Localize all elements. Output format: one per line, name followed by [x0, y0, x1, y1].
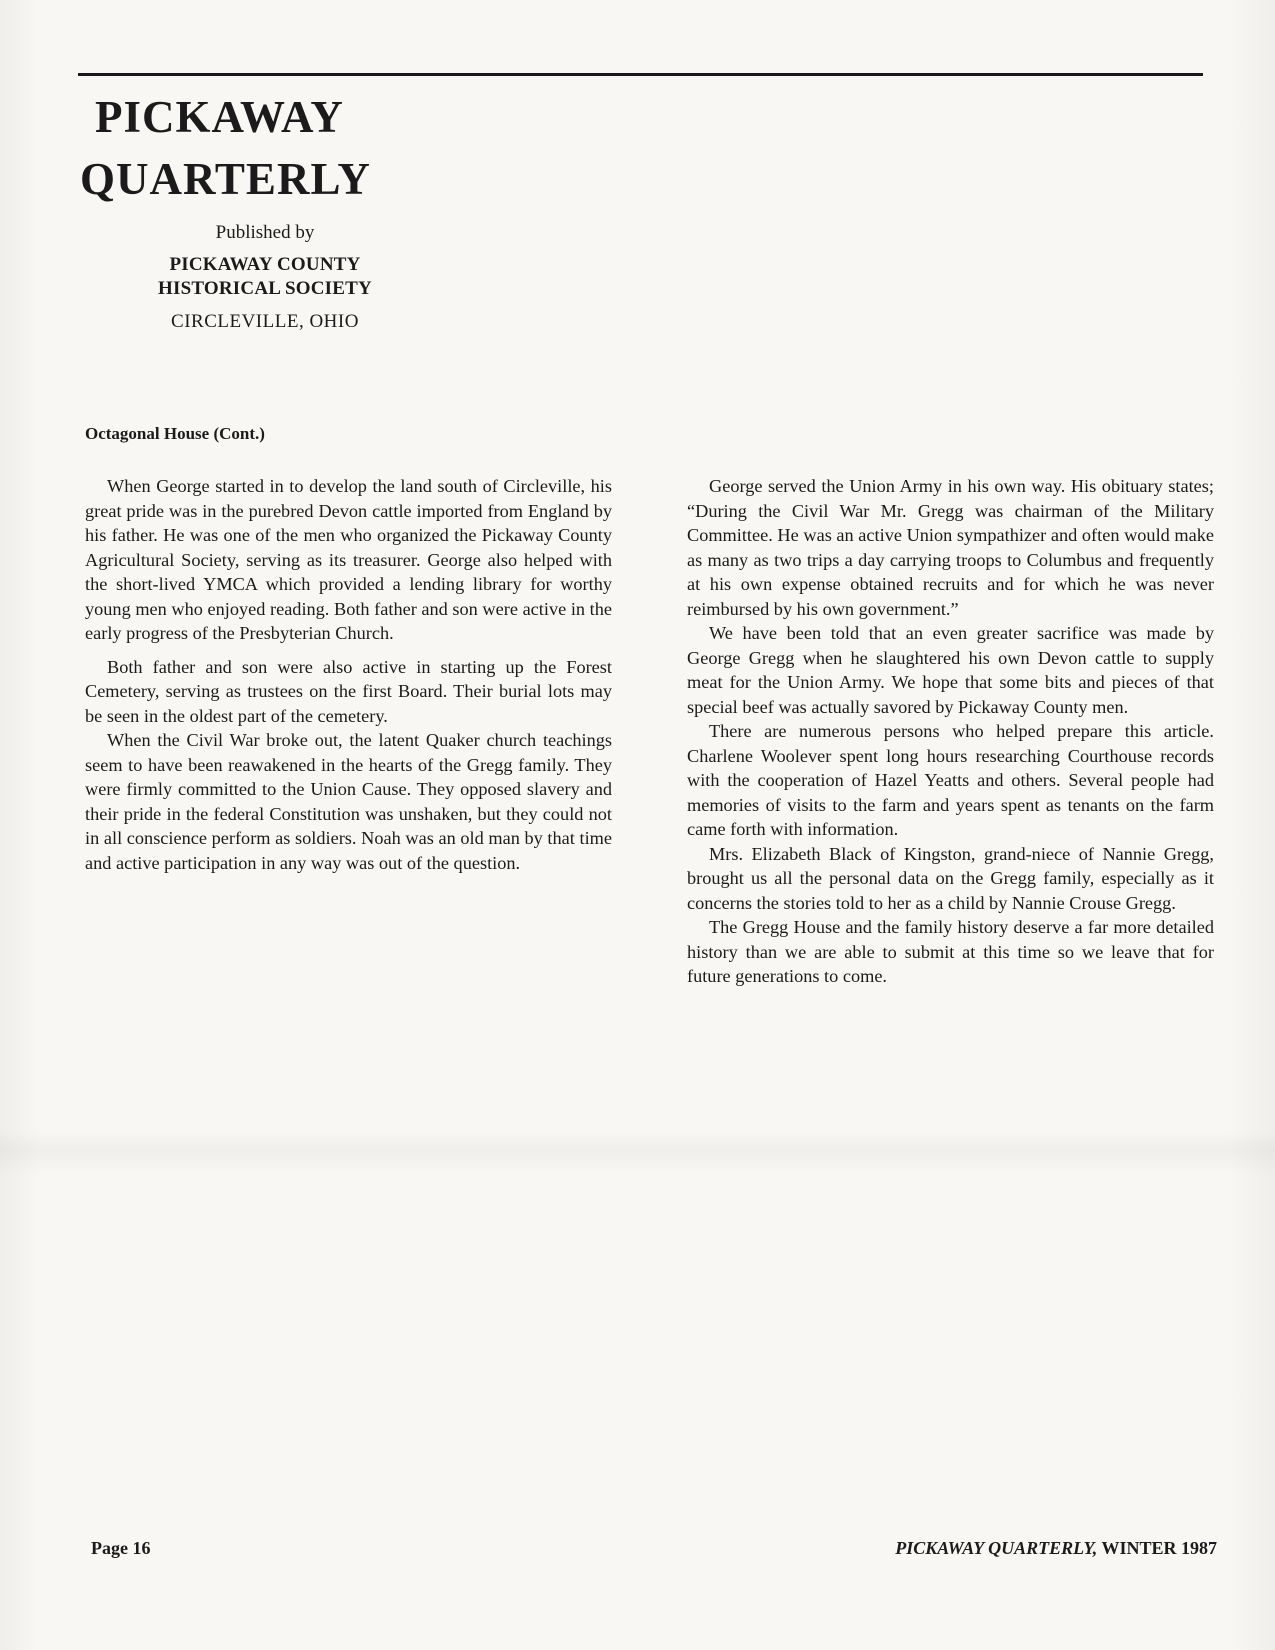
article-paragraph: Mrs. Elizabeth Black of Kingston, grand-niece of Nannie Gregg, brought us all the personal data on the Gregg family, especially as it concerns the stories told to her as a child by Nannie Crouse Gregg.: [687, 843, 1214, 913]
masthead-title-line1: PICKAWAY: [95, 92, 344, 142]
masthead-title-line2: QUARTERLY: [80, 154, 371, 204]
publisher-city: CIRCLEVILLE, OHIO: [171, 311, 359, 332]
publisher-block: [80, 220, 450, 335]
publisher-org-line2: HISTORICAL SOCIETY: [158, 278, 372, 299]
article-heading: Octagonal House (Cont.): [85, 424, 265, 443]
published-by-label: Published by: [215, 222, 315, 243]
footer-publication: PICKAWAY QUARTERLY,: [895, 1538, 1098, 1558]
article-paragraph: When the Civil War broke out, the latent Quaker church teachings seem to have been reawakened in the hearts of the Gregg family. They were firmly committed to the Union Cause. They opposed slavery and their pride in the federal Constitution was unshaken, but they could not in all conscience perform as soldiers. Noah was an old man by that time and active participation in any way was out of the question.: [85, 730, 612, 873]
masthead: [80, 86, 440, 210]
masthead-title: [80, 86, 440, 210]
running-footer: [895, 1538, 1217, 1559]
page-number: Page 16: [91, 1538, 151, 1558]
article-right-column: [687, 474, 1214, 989]
article-paragraph: We have been told that an even greater sacrifice was made by George Gregg when he slaughtered his own Devon cattle to supply meat for the Union Army. We hope that some bits and pieces of that special beef was actually savored by Pickaway County men.: [687, 623, 1214, 717]
article-paragraph: Both father and son were also active in starting up the Forest Cemetery, serving as trustees on the first Board. Their burial lots may be seen in the oldest part of the cemetery.: [85, 656, 612, 726]
article-paragraph: The Gregg House and the family history deserve a far more detailed history than we are able to submit at this time so we leave that for future generations to come.: [687, 917, 1214, 986]
article-left-column: [85, 474, 612, 884]
footer-issue: WINTER 1987: [1101, 1538, 1217, 1558]
article-paragraph: George served the Union Army in his own way. His obituary states; “During the Civil War Mr. Gregg was chairman of the Military Committee. He was an active Union sympathizer and often would make as many as two trips a day carrying troops to Columbus and frequently at his own expense obtained recruits and for which he was never reimbursed by his own government.”: [687, 476, 1214, 619]
article-paragraph: There are numerous persons who helped prepare this article. Charlene Woolever spent long hours researching Courthouse records with the cooperation of Hazel Yeatts and others. Several people had memories of visits to the farm and years spent as tenants on the farm came forth with information.: [687, 721, 1214, 839]
top-rule: [78, 73, 1203, 76]
publisher-org-line1: PICKAWAY COUNTY: [169, 254, 361, 275]
article-paragraph: When George started in to develop the land south of Circleville, his great pride was in the purebred Devon cattle imported from England by his father. He was one of the men who organized the Pickaway County Agricultural Society, serving as its treasurer. George also helped with the short-lived YMCA which provided a lending library for worthy young men who enjoyed reading. Both father and son were active in the early progress of the Presbyterian Church.: [85, 476, 612, 643]
